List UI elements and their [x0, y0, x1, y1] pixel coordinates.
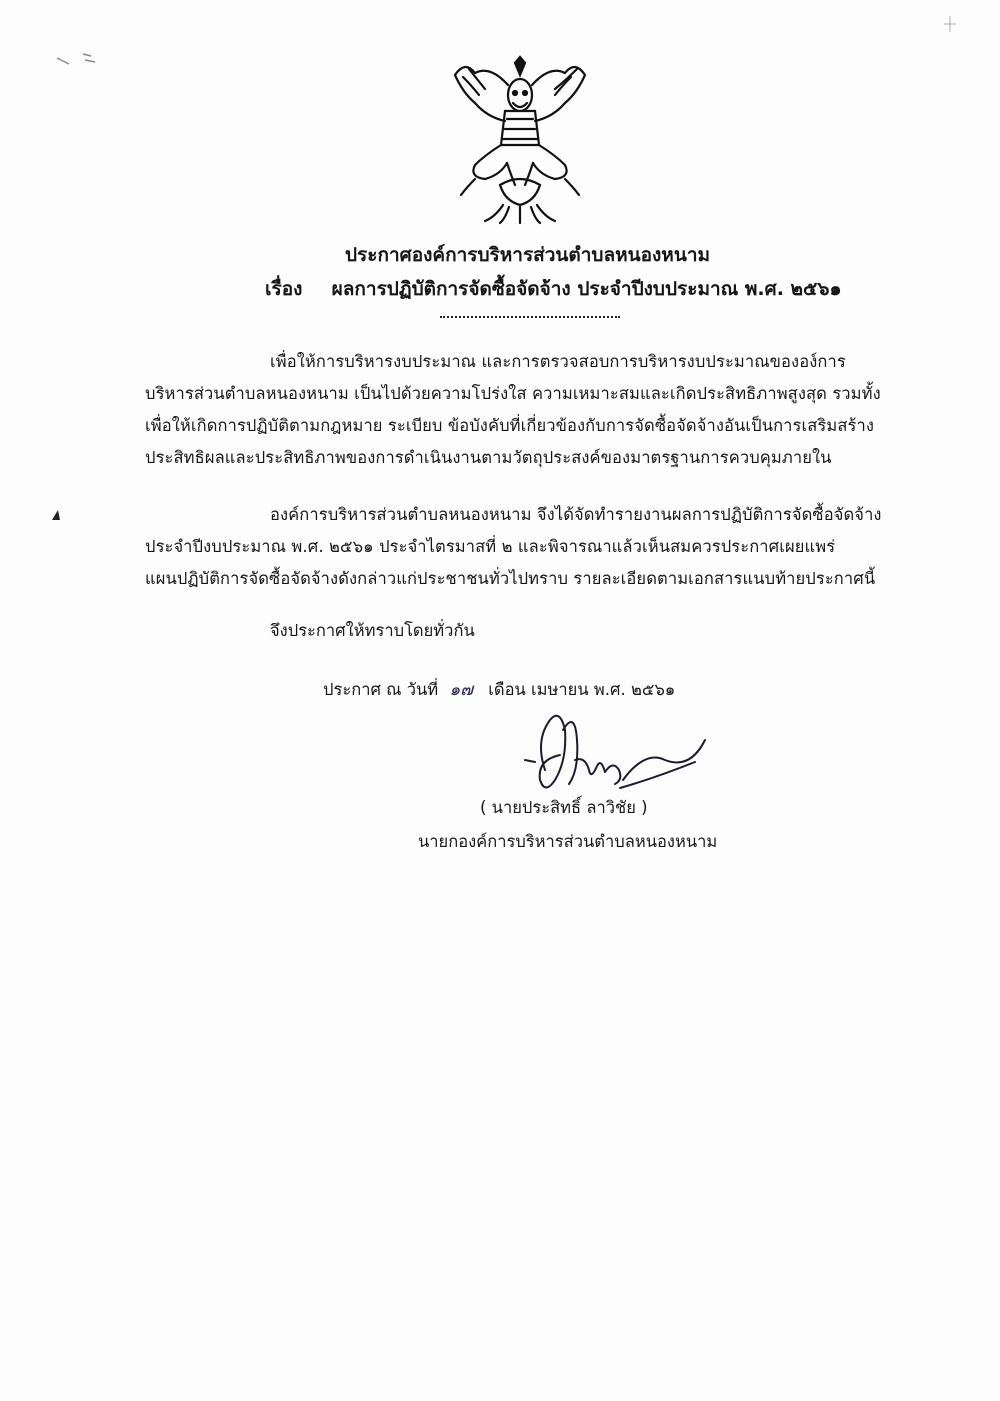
date-suffix: เดือน เมษายน พ.ศ. ๒๕๖๑	[488, 680, 676, 699]
paragraph-line: เพื่อให้การบริหารงบประมาณ และการตรวจสอบการบริหารงบประมาณขององ์การ	[270, 352, 846, 371]
paragraph-line: องค์การบริหารส่วนตำบลหนองหนาม จึงได้จัดทำรายงานผลการปฏิบัติการจัดซื้อจัดจ้าง	[270, 505, 882, 524]
signer-name: ( นายประสิทธิ์ ลาวิชัย )	[480, 798, 648, 817]
paragraph-line: ประจำปีงบประมาณ พ.ศ. ๒๕๖๑ ประจำไตรมาสที่ ๒ และพิจารณาแล้วเห็นสมควรประกาศเผยแพร่	[145, 537, 836, 556]
subject-label: เรื่อง	[265, 278, 303, 300]
closing-statement: จึงประกาศให้ทราบโดยทั่วกัน	[270, 621, 475, 640]
handwritten-signature-icon	[505, 700, 715, 810]
paragraph-line: แผนปฏิบัติการจัดซื้อจัดจ้างดังกล่าวแก่ประชาชนทั่วไปทราบ รายละเอียดตามเอกสารแนบท้ายประกาศนี้	[145, 569, 876, 588]
subject-row	[265, 274, 842, 304]
date-day-handwritten: ๑๗	[449, 680, 473, 700]
dotted-divider	[440, 316, 620, 318]
announcement-date	[323, 676, 675, 703]
subject-text: ผลการปฏิบัติการจัดซื้อจัดจ้าง ประจำปีงบประมาณ พ.ศ. ๒๕๖๑	[331, 278, 842, 300]
paragraph-report	[145, 499, 905, 595]
date-prefix: ประกาศ ณ วันที่	[323, 680, 439, 699]
paragraph-line: บริหารส่วนตำบลหนองหนาม เป็นไปด้วยความโปร่งใส ความเหมาะสมและเกิดประสิทธิภาพสูงสุด รวมทั้ง	[145, 384, 881, 403]
paragraph-line: เพื่อให้เกิดการปฏิบัติตามกฎหมาย ระเบียบ ข้อบังคับที่เกี่ยวข้องกับการจัดซื้อจัดจ้างอันเป็นการเสริมสร้าง	[145, 416, 875, 435]
scan-triangle-mark-icon	[50, 508, 62, 522]
paragraph-purpose	[145, 346, 905, 474]
paragraph-line: ประสิทธิผลและประสิทธิภาพของการดำเนินงานตามวัตถุประสงค์ของมาตรฐานการควบคุมภายใน	[145, 448, 832, 467]
scan-smudge-icon	[55, 50, 105, 75]
signer-position: นายกองค์การบริหารส่วนตำบลหนองหนาม	[418, 832, 718, 851]
garuda-emblem-icon	[445, 55, 595, 225]
announcement-title: ประกาศองค์การบริหารส่วนตำบลหนองหนาม	[345, 244, 711, 266]
scan-corner-mark-icon	[940, 14, 960, 34]
